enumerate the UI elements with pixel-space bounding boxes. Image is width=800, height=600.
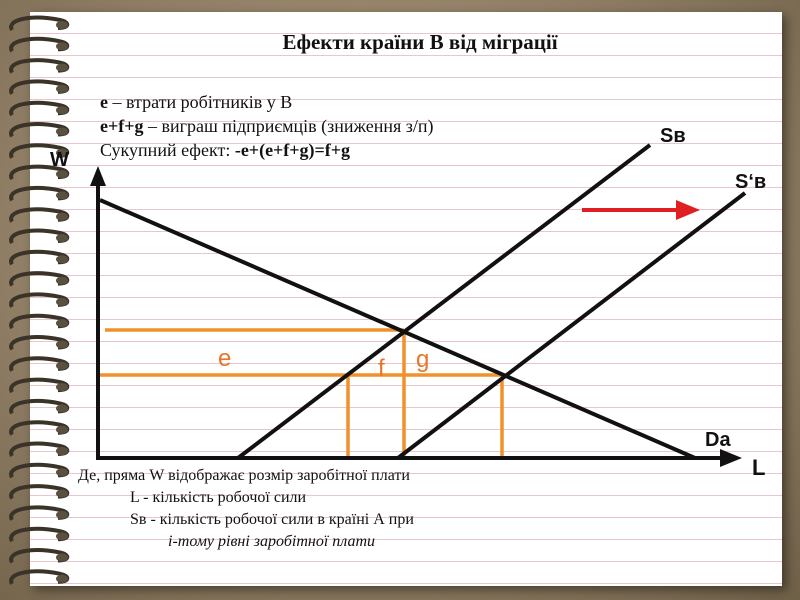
demand-curve-label: Dа <box>705 429 731 451</box>
y-axis-arrowhead <box>90 166 106 186</box>
footnote-line-s: Sв - кількість робочої сили в країні А при <box>130 511 414 528</box>
area-label-e: e <box>218 345 232 372</box>
x-axis-arrowhead <box>720 449 742 467</box>
supply-curve-shifted <box>398 193 745 458</box>
area-label-f: f <box>378 355 385 382</box>
footnote-line-w: Де, пряма W відображає розмір заробітної плати <box>78 467 410 484</box>
legend-line-losses: e – втрати робітників у В <box>100 92 293 112</box>
shift-arrow-icon <box>676 200 700 220</box>
supply-curve-label: Sв <box>660 125 686 147</box>
area-label-g: g <box>416 346 430 373</box>
supply-shifted-label: S‘в <box>735 171 767 193</box>
y-axis-label: W <box>50 149 69 171</box>
legend-line-gains: e+f+g – виграш підприємців (зниження з/п) <box>100 116 434 136</box>
legend-line-total: Сукупний ефект: -e+(e+f+g)=f+g <box>100 140 351 160</box>
footnote-line-l: L - кількість робочої сили <box>130 489 307 506</box>
page-title: Ефекти країни В від міграції <box>282 30 558 54</box>
x-axis-label: L <box>752 455 766 480</box>
footnote-line-s-cont: i-тому рівні заробітної плати <box>168 533 375 550</box>
footnote <box>78 465 414 553</box>
